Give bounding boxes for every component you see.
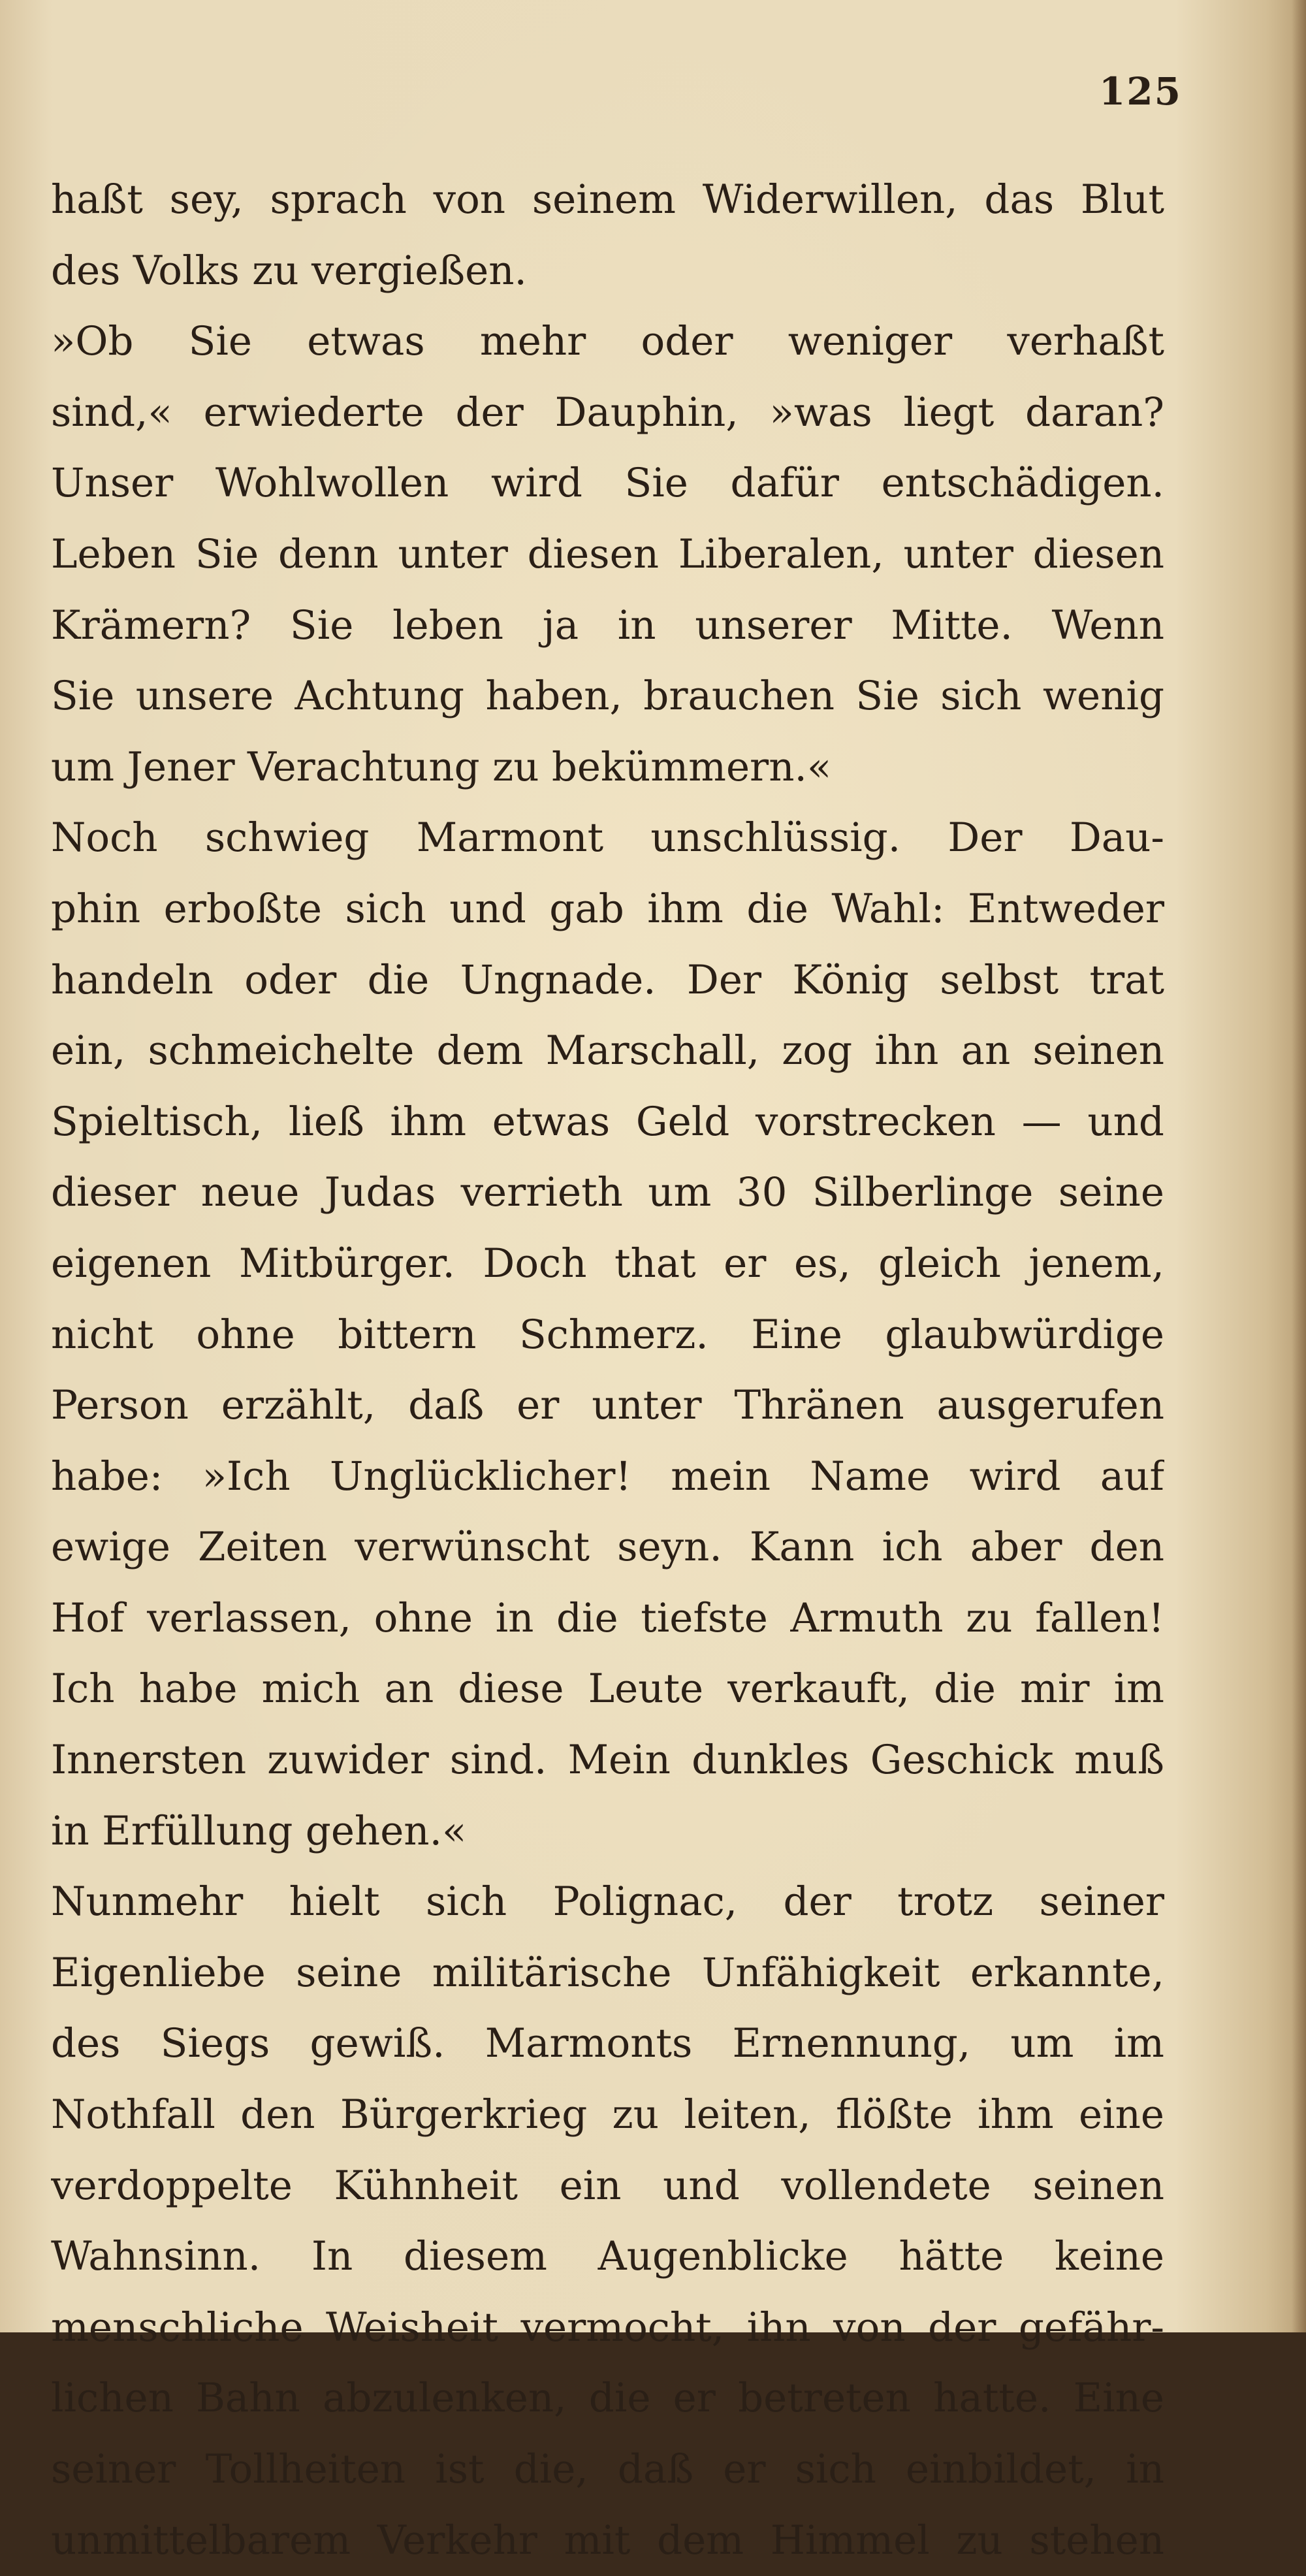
text-line: des Volks zu vergießen. [51,247,527,294]
text-line: »Ob Sie etwas mehr oder weniger verhaßt [51,318,1164,365]
text-line: Sie unsere Achtung haben, brauchen Sie sich wenig [51,673,1164,720]
text-line: haßt sey, sprach von seinem Widerwillen, das Blut [51,176,1164,223]
text-line: Ich habe mich an diese Leute verkauft, die mir im [51,1666,1164,1713]
text-line: Wahnsinn. In diesem Augenblicke hätte keine [51,2233,1164,2280]
text-line: ein, schmeichelte dem Marschall, zog ihn an seinen [51,1027,1164,1074]
text-line: phin erboßte sich und gab ihm die Wahl: Entweder [51,885,1164,932]
text-line: lichen Bahn abzulenken, die er betreten hatte. Eine [51,2375,1164,2422]
text-line: dieser neue Judas verrieth um 30 Silberlinge seine [51,1169,1164,1216]
text-line: seiner Tollheiten ist die, daß er sich einbildet, in [51,2446,1164,2492]
page-edge-shadow [1292,0,1306,2332]
body-text [51,165,1164,2576]
text-line: verdoppelte Kühnheit ein und vollendete seinen [51,2162,1164,2209]
text-line: Hof verlassen, ohne in die tiefste Armuth zu fallen! [51,1594,1164,1641]
text-line: unmittelbarem Verkehr mit dem Himmel zu stehen [51,2517,1164,2564]
text-line: nicht ohne bittern Schmerz. Eine glaubwürdige [51,1311,1164,1358]
text-line: Innersten zuwider sind. Mein dunkles Geschick muß [51,1737,1164,1784]
text-line: Nothfall den Bürgerkrieg zu leiten, flößte ihm eine [51,2091,1164,2138]
text-line: Eigenliebe seine militärische Unfähigkeit erkannte, [51,1949,1164,1996]
text-line: Nunmehr hielt sich Polignac, der trotz seiner [51,1878,1164,1925]
text-line: ewige Zeiten verwünscht seyn. Kann ich aber den [51,1524,1164,1571]
text-line: um Jener Verachtung zu bekümmern.« [51,743,832,790]
text-line: menschliche Weisheit vermocht, ihn von der gefähr- [51,2304,1164,2351]
text-line: eigenen Mitbürger. Doch that er es, gleich jenem, [51,1240,1164,1287]
text-line: Unser Wohlwollen wird Sie dafür entschädigen. [51,460,1164,507]
text-line: habe: »Ich Unglücklicher! mein Name wird auf [51,1453,1164,1500]
page-number: 125 [1098,69,1182,114]
text-line: Krämern? Sie leben ja in unserer Mitte. Wenn [51,602,1164,649]
text-line: Noch schwieg Marmont unschlüssig. Der Dau- [51,814,1164,861]
text-line: in Erfüllung gehen.« [51,1807,467,1854]
text-line: Leben Sie denn unter diesen Liberalen, unter diesen [51,530,1164,577]
text-line: Spieltisch, ließ ihm etwas Geld vorstrecken — und [51,1098,1164,1145]
text-line: handeln oder die Ungnade. Der König selbst trat [51,956,1164,1003]
text-line: sind,« erwiederte der Dauphin, »was liegt daran? [51,389,1164,436]
text-line: des Siegs gewiß. Marmonts Ernennung, um im [51,2020,1164,2067]
text-line: Person erzählt, daß er unter Thränen ausgerufen [51,1382,1164,1429]
